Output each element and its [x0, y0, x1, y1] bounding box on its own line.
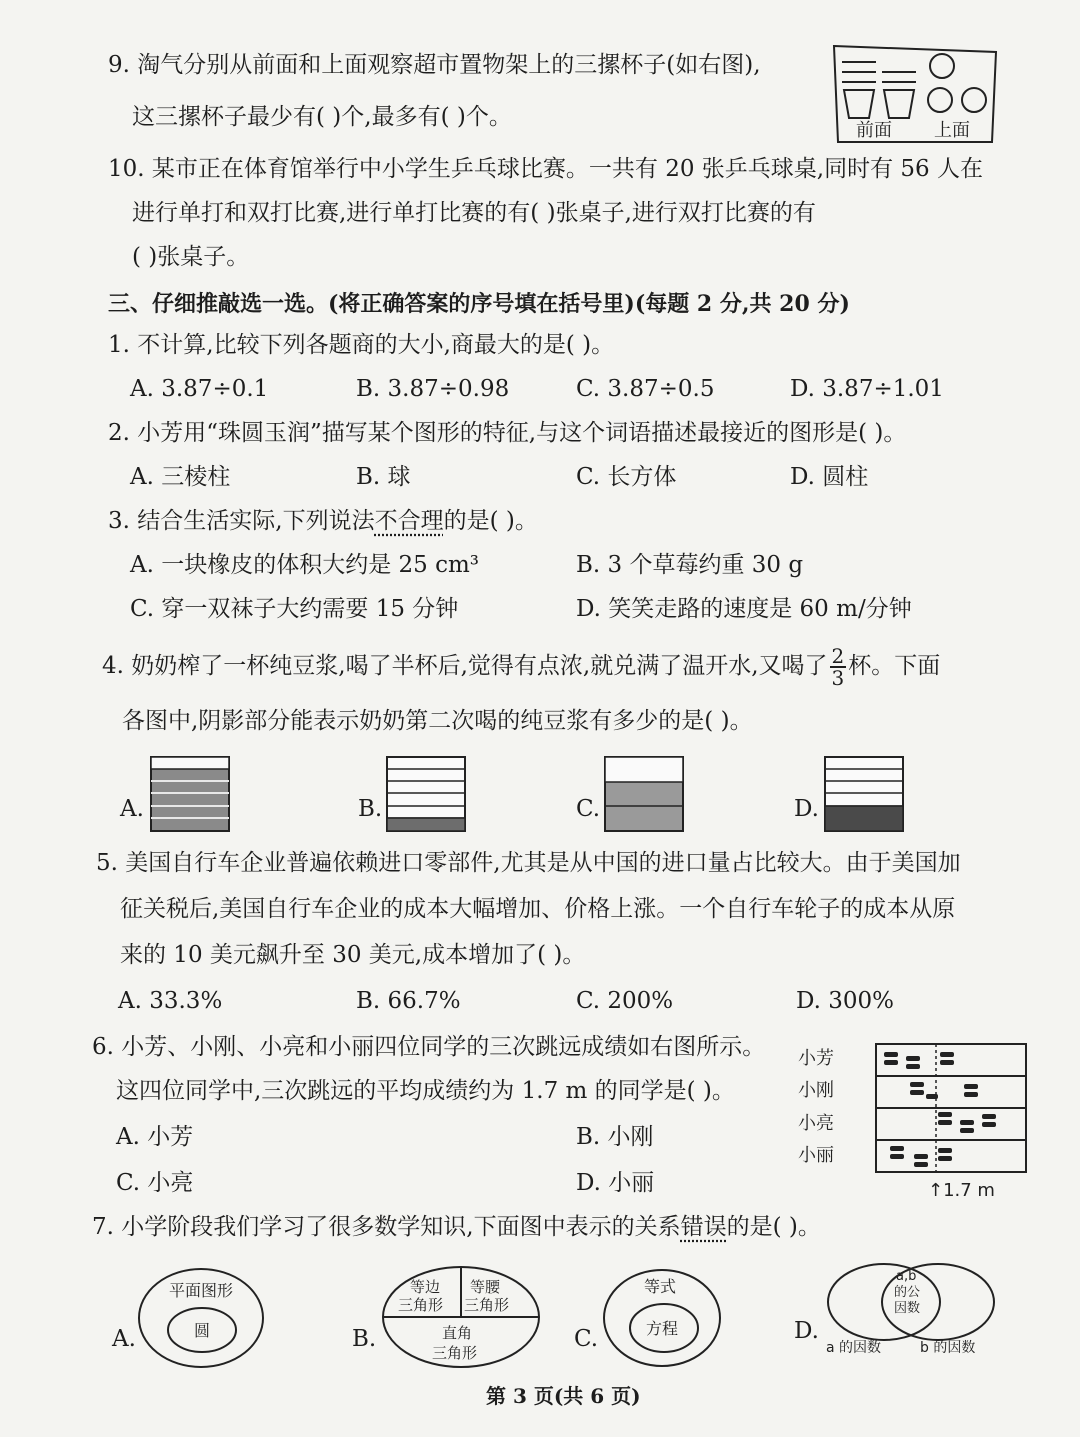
- fig-top-label: 上面: [934, 120, 970, 141]
- q1-option-b: B. 3.87÷0.98: [356, 376, 510, 402]
- q7-c-outer-label: 等式: [644, 1277, 677, 1296]
- q7-option-c-figure: [600, 1266, 724, 1370]
- q2-option-a: A. 三棱柱: [130, 464, 231, 490]
- q5-option-d: D. 300%: [796, 988, 894, 1014]
- q4-stem-after: 杯。下面: [848, 653, 941, 679]
- q7-b-tr-1: 等腰: [470, 1278, 501, 1296]
- q3-stem: [108, 508, 538, 536]
- q6-line1: 6. 小芳、小刚、小亮和小丽四位同学的三次跳远成绩如右图所示。: [92, 1034, 766, 1060]
- q6-line2: 这四位同学中,三次跳远的平均成绩约为 1.7 m 的同学是( )。: [116, 1078, 735, 1104]
- q4-option-d-label: D.: [794, 796, 819, 822]
- q6-option-d: D. 小丽: [576, 1170, 655, 1196]
- q4-fraction-denominator: 3: [831, 666, 845, 690]
- q5-line2: 征关税后,美国自行车企业的成本大幅增加、价格上涨。一个自行车轮子的成本从原: [120, 896, 956, 922]
- q7-b-tl-1: 等边: [410, 1278, 441, 1296]
- q6-marker-label: ↑1.7 m: [928, 1180, 995, 1201]
- q7-b-tl-2: 三角形: [398, 1296, 444, 1314]
- q4-stem-before: 4. 奶奶榨了一杯纯豆浆,喝了半杯后,觉得有点浓,就兑满了温开水,又喝了: [102, 653, 828, 679]
- q7-b-bottom-1: 直角: [442, 1324, 473, 1342]
- q2-option-c: C. 长方体: [576, 464, 677, 490]
- q7-b-bottom-2: 三角形: [432, 1344, 478, 1362]
- q5-option-c: C. 200%: [576, 988, 674, 1014]
- q1-stem: 1. 不计算,比较下列各题商的大小,商最大的是( )。: [108, 332, 615, 358]
- q4-line2: 各图中,阴影部分能表示奶奶第二次喝的纯豆浆有多少的是( )。: [122, 708, 753, 734]
- q4-option-b-figure: [386, 756, 466, 832]
- q7-option-d-label: D.: [794, 1318, 819, 1344]
- q7-c-inner-label: 方程: [646, 1319, 679, 1338]
- q7-stem: [92, 1214, 821, 1242]
- q7-d-center-2: 的公: [894, 1285, 921, 1300]
- top-circle-3: [962, 88, 986, 112]
- q6-name-2: 小刚: [798, 1080, 834, 1101]
- q7-d-center-3: 因数: [894, 1301, 921, 1316]
- q1-option-d: D. 3.87÷1.01: [790, 376, 944, 402]
- q6-name-4: 小丽: [798, 1145, 834, 1166]
- q7-option-d-figure: [822, 1260, 1004, 1360]
- page-footer: 第 3 页(共 6 页): [486, 1384, 641, 1408]
- q6-option-c: C. 小亮: [116, 1170, 194, 1196]
- q7-a-inner-label: 圆: [194, 1321, 211, 1340]
- q3-stem-emphasis: 不合理: [374, 508, 444, 534]
- q4-option-a-figure: [150, 756, 230, 832]
- section3-title: 三、仔细推敲选一选。(将正确答案的序号填在括号里)(每题 2 分,共 20 分): [108, 291, 850, 317]
- q1-option-a: A. 3.87÷0.1: [130, 376, 269, 402]
- q4-fraction-numerator: 2: [831, 644, 845, 668]
- q6-option-b: B. 小刚: [576, 1124, 654, 1150]
- q10-line2: 进行单打和双打比赛,进行单打比赛的有( )张桌子,进行双打比赛的有: [132, 200, 816, 226]
- q4-option-c-label: C.: [576, 796, 601, 822]
- q6-option-a: A. 小芳: [116, 1124, 194, 1150]
- q7-a-outer-label: 平面图形: [169, 1281, 234, 1300]
- q2-option-b: B. 球: [356, 464, 411, 490]
- q3-stem-before: 3. 结合生活实际,下列说法: [108, 508, 375, 534]
- q5-option-a: A. 33.3%: [118, 988, 223, 1014]
- q7-option-a-label: A.: [112, 1326, 136, 1352]
- front-cup-stack-1: [842, 62, 876, 118]
- q7-d-right-label: b 的因数: [920, 1340, 976, 1356]
- q7-option-c-label: C.: [574, 1326, 599, 1352]
- q4-fraction: [830, 646, 847, 688]
- q3-stem-after: 的是( )。: [443, 508, 538, 534]
- fig-front-label: 前面: [856, 120, 892, 141]
- q2-stem: 2. 小芳用“珠圆玉润”描写某个图形的特征,与这个词语描述最接近的图形是( )。: [108, 420, 907, 446]
- q3-option-d: D. 笑笑走路的速度是 60 m/分钟: [576, 596, 912, 622]
- q10-line1: 10. 某市正在体育馆举行中小学生乒乓球比赛。一共有 20 张乒乓球桌,同时有 56 人在: [108, 156, 983, 182]
- q3-option-a: A. 一块橡皮的体积大约是 25 cm³: [130, 552, 480, 578]
- q7-d-center-1: a,b: [896, 1269, 917, 1284]
- top-circle-2: [928, 88, 952, 112]
- q9-cups-figure: [830, 42, 1000, 146]
- q5-line3: 来的 10 美元飙升至 30 美元,成本增加了( )。: [120, 942, 586, 968]
- q7-option-b-label: B.: [352, 1326, 377, 1352]
- q7-stem-after: 的是( )。: [726, 1214, 821, 1240]
- q2-option-d: D. 圆柱: [790, 464, 869, 490]
- q10-line3: ( )张桌子。: [132, 244, 250, 270]
- q5-option-b: B. 66.7%: [356, 988, 461, 1014]
- q7-stem-emphasis: 错误: [680, 1214, 727, 1240]
- q3-option-c: C. 穿一双袜子大约需要 15 分钟: [130, 596, 459, 622]
- q6-name-3: 小亮: [798, 1113, 834, 1134]
- q7-option-b-figure: [380, 1264, 542, 1370]
- q1-option-c: C. 3.87÷0.5: [576, 376, 715, 402]
- front-cup-stack-2: [882, 72, 916, 118]
- q9-line1: 9. 淘气分别从前面和上面观察超市置物架上的三摞杯子(如右图),: [108, 52, 761, 78]
- q9-line2: 这三摞杯子最少有( )个,最多有( )个。: [132, 104, 512, 130]
- q6-name-1: 小芳: [798, 1048, 834, 1069]
- q5-line1: 5. 美国自行车企业普遍依赖进口零部件,尤其是从中国的进口量占比较大。由于美国加: [96, 850, 961, 876]
- q7-b-tr-2: 三角形: [464, 1296, 510, 1314]
- q7-d-left-label: a 的因数: [826, 1340, 882, 1356]
- q6-jump-figure: [796, 1040, 1036, 1202]
- q7-option-a-figure: [136, 1266, 266, 1370]
- top-circle-1: [930, 54, 954, 78]
- q7-stem-before: 7. 小学阶段我们学习了很多数学知识,下面图中表示的关系: [92, 1214, 681, 1240]
- q4-option-c-figure: [604, 756, 684, 832]
- q4-option-d-figure: [824, 756, 904, 832]
- q4-stem: [102, 646, 940, 688]
- q4-option-b-label: B.: [358, 796, 383, 822]
- q3-option-b: B. 3 个草莓约重 30 g: [576, 552, 804, 578]
- q4-option-a-label: A.: [120, 796, 144, 822]
